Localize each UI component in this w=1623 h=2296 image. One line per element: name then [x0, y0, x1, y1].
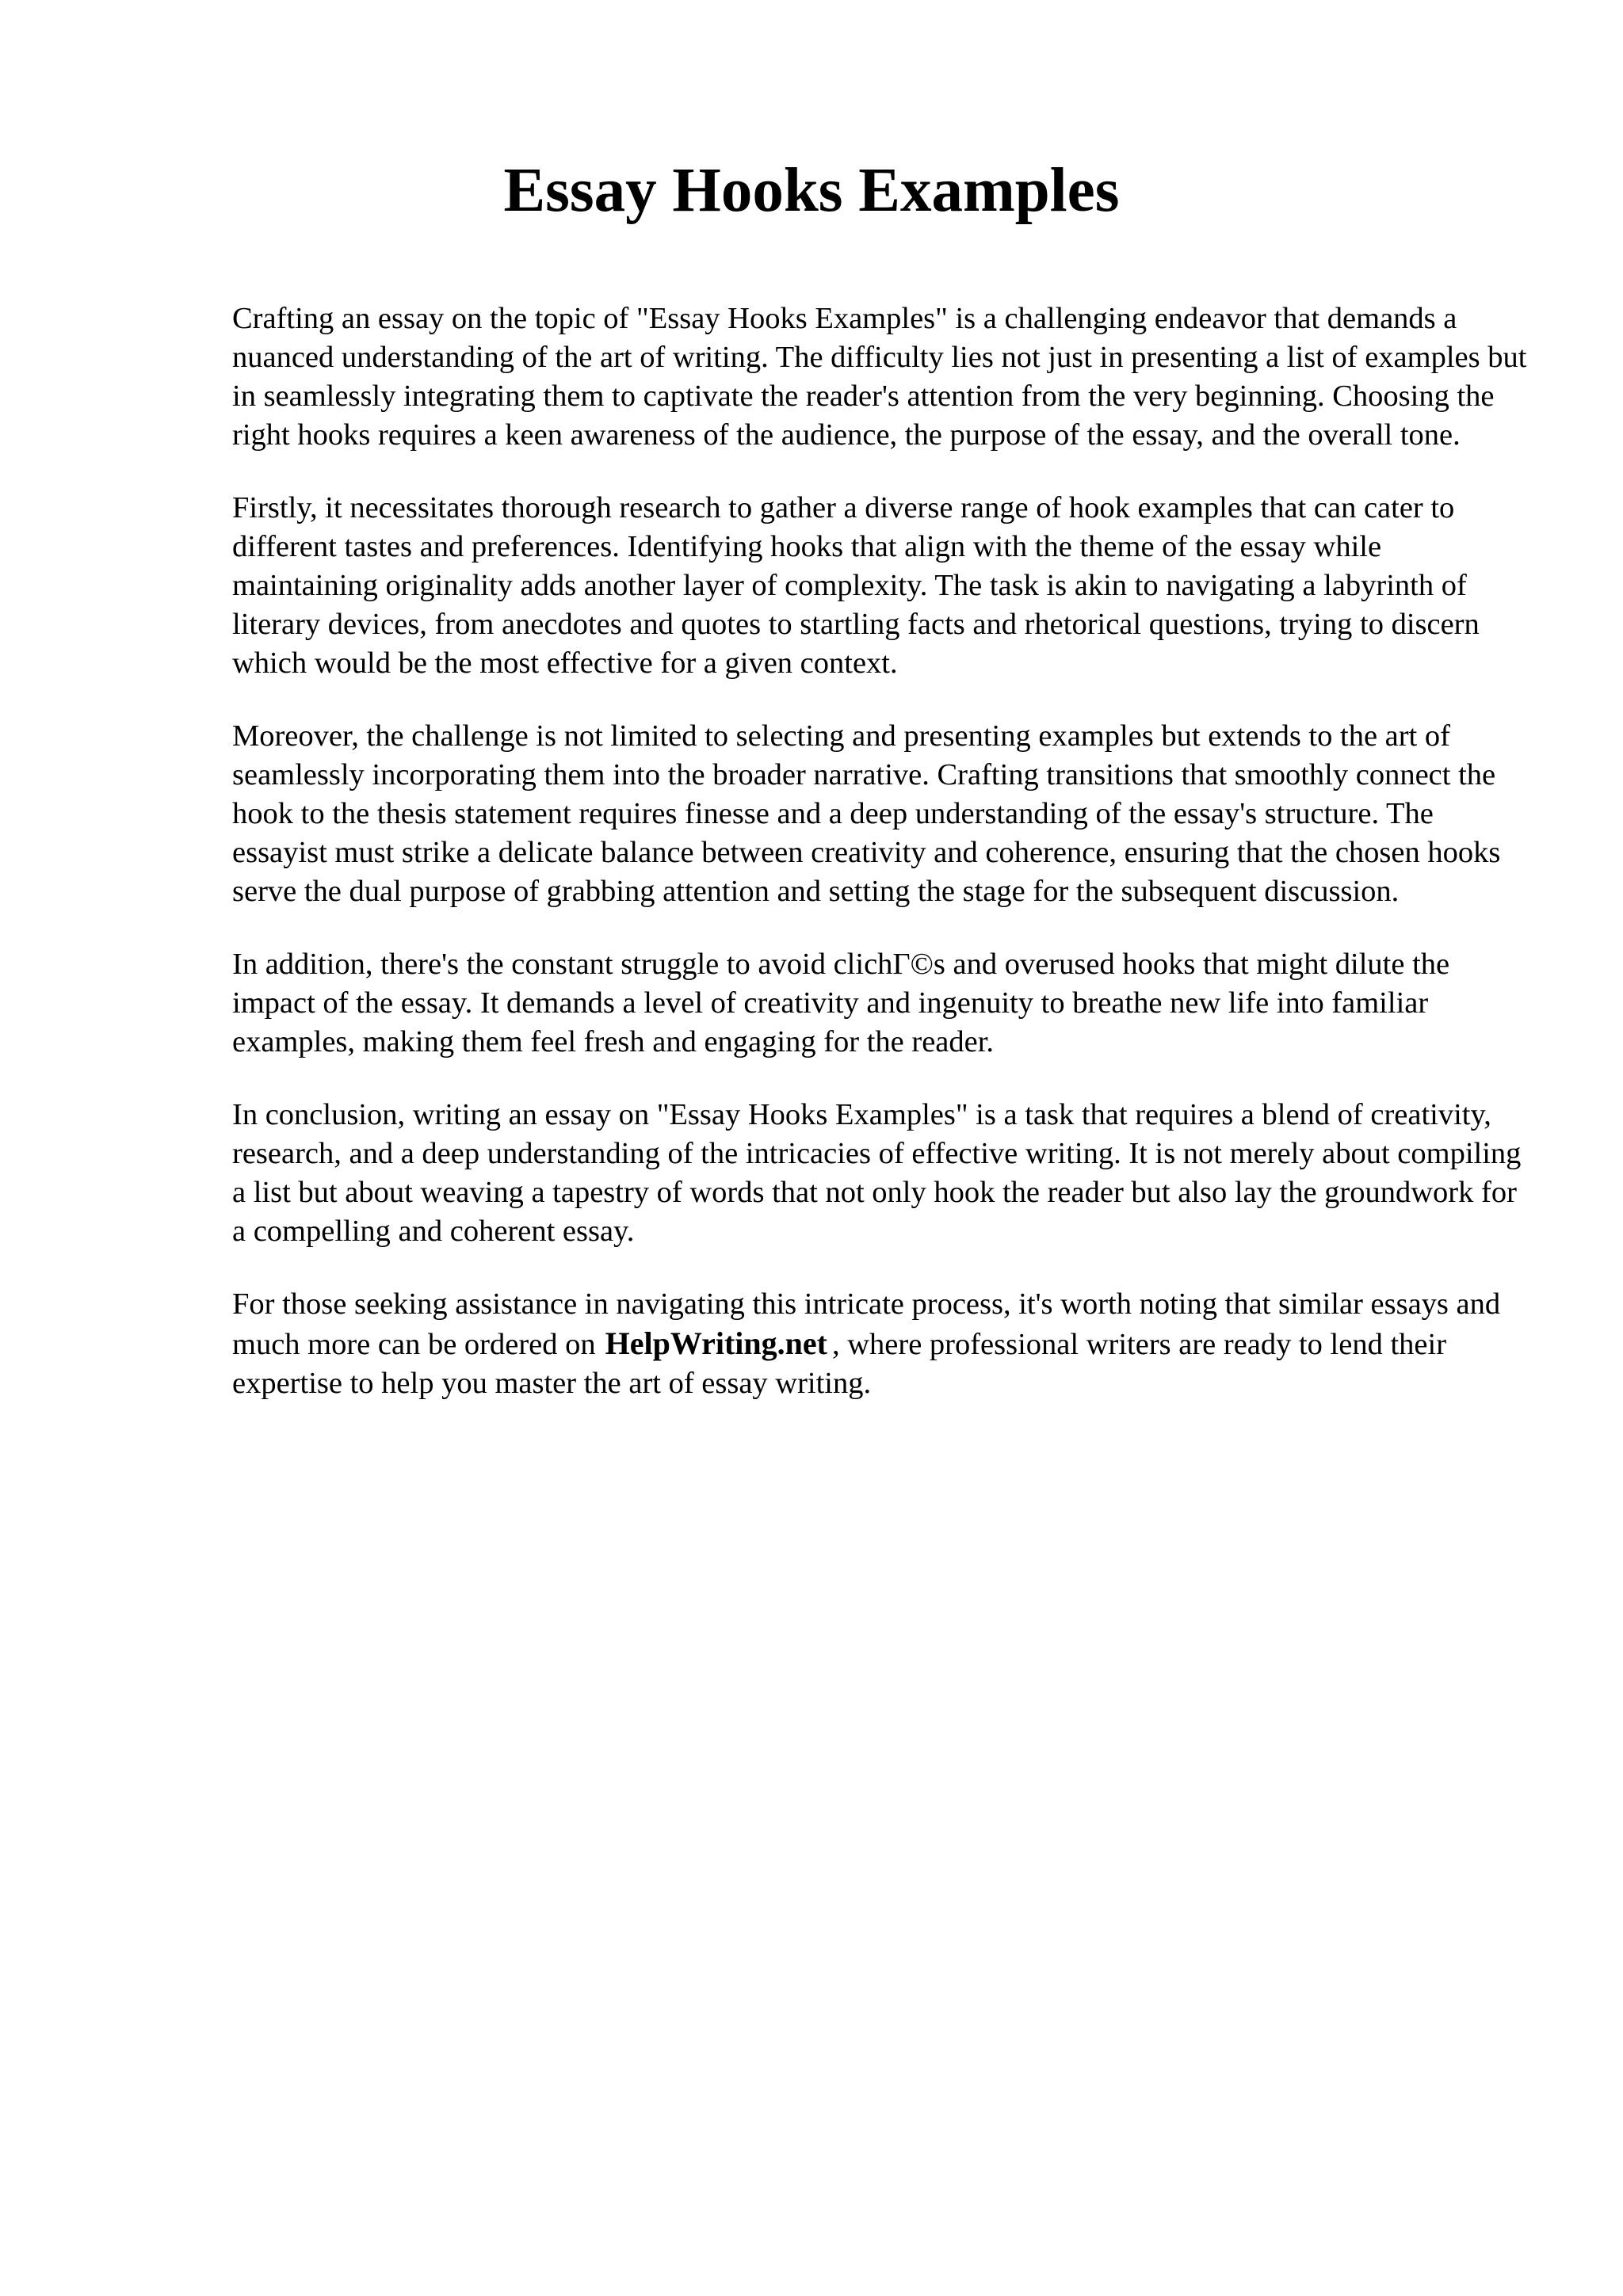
closing-text-after: , where professional writers are ready to lend their expertise to help you master the art of essay writing. — [232, 1328, 1447, 1400]
paragraph-research: Firstly, it necessitates thorough research to gather a diverse range of hook examples that can cater to different tastes and preferences. Identifying hooks that align with the theme of the essay while maintaining originality adds another layer of complexity. The task is akin to navigating a labyrinth of literary devices, from anecdotes and quotes to startling facts and rhetorical questions, trying to discern which would be the most effective for a given context. — [232, 491, 1480, 680]
document-title: Essay Hooks Examples — [503, 156, 1120, 225]
paragraph-integration: Moreover, the challenge is not limited to selecting and presenting examples but extends to the art of seamlessly incorporating them into the broader narrative. Crafting transitions that smoothly connect the hook to the thesis statement requires finesse and a deep understanding of the essay's structure. The essayist must strike a delicate balance between creativity and coherence, ensuring that the chosen hooks serve the dual purpose of grabbing attention and setting the stage for the subsequent discussion. — [232, 719, 1501, 908]
closing-text-before: For those seeking assistance in navigating this intricate process, it's worth noting that similar essays and much more can be ordered on — [232, 1287, 1501, 1361]
paragraph-conclusion: In conclusion, writing an essay on "Essay Hooks Examples" is a task that requires a blend of creativity, research, and a deep understanding of the intricacies of effective writing. It is not merely about compiling a list but about weaving a tapestry of words that not only hook the reader but also lay the groundwork for a compelling and coherent essay. — [232, 1098, 1522, 1248]
brand-link[interactable]: HelpWriting.net — [605, 1325, 827, 1361]
document-body — [232, 299, 1532, 1437]
paragraph-intro: Crafting an essay on the topic of "Essay Hooks Examples" is a challenging endeavor that demands a nuanced understanding of the art of writing. The difficulty lies not just in presenting a list of examples but in seamlessly integrating them to captivate the reader's attention from the very beginning. Choosing the right hooks requires a keen awareness of the audience, the purpose of the essay, and the overall tone. — [232, 302, 1527, 452]
paragraph-cliches: In addition, there's the constant struggle to avoid clichΓ©s and overused hooks that might dilute the impact of the essay. It demands a level of creativity and ingenuity to breathe new life into familiar examples, making them feel fresh and engaging for the reader. — [232, 948, 1450, 1058]
paragraph-closing — [232, 1285, 1532, 1403]
